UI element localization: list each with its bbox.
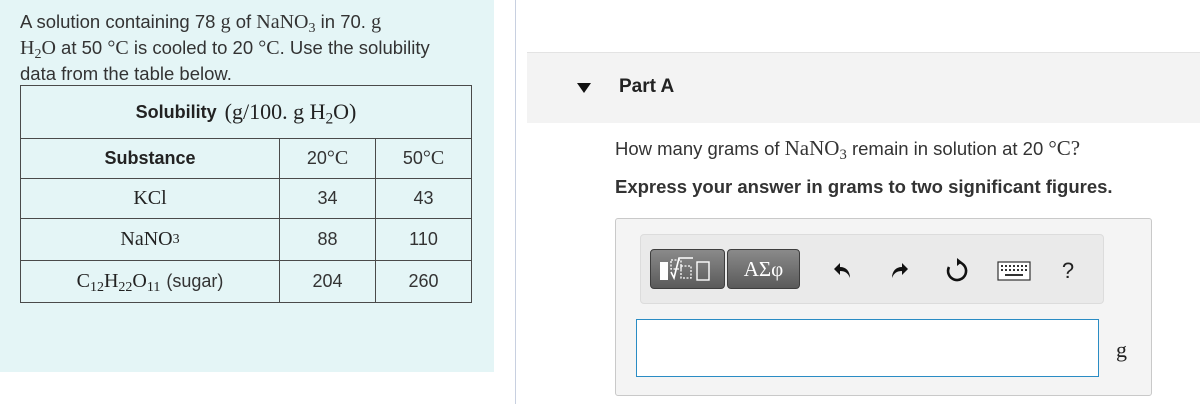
solubility-table [20,85,472,303]
header-temp-number: 20 [306,148,327,168]
problem-statement [20,9,440,86]
redo-arrow-icon[interactable] [887,257,915,285]
question-text [615,136,1081,164]
symbols-button[interactable]: ΑΣφ [727,249,800,289]
reset-icon[interactable] [943,257,971,285]
part-header[interactable] [527,52,1200,123]
keyboard-icon[interactable] [997,257,1031,285]
sugar-formula [77,270,161,293]
unit-text: (g/100. g H [224,99,326,124]
question-formula [784,136,847,164]
header-substance: Substance [104,148,196,168]
formula-text: NaNO [120,228,173,250]
formula-subscript: 22 [118,279,133,295]
formula-text: O [41,37,56,59]
problem-unit: °C [258,37,280,59]
problem-formula [20,37,56,62]
header-20c [279,139,375,178]
table-title-text: Solubility [135,101,217,122]
formula-text: O [132,270,147,292]
table-row [21,260,471,302]
question-text-part: ? [1070,136,1081,160]
answer-instruction: Express your answer in grams to two significant figures. [615,176,1113,197]
value-20c: 88 [279,219,375,260]
substance-cell [21,261,279,302]
problem-unit: °C [107,37,129,59]
problem-formula [256,11,316,36]
question-text-part: remain in solution at 20 [846,138,1049,159]
header-temp-unit: °C [326,147,349,169]
question-unit: °C [1048,136,1071,160]
help-icon[interactable]: ? [1061,258,1075,283]
part-title: Part A [619,76,675,97]
column-divider [515,0,516,404]
formula-text: H [103,270,119,292]
substance-cell: NaNO 3 [120,228,180,250]
substance-note: (sugar) [166,271,224,291]
unit-text: O) [333,99,357,124]
problem-unit: g [371,11,382,33]
math-toolbar [640,234,1104,304]
templates-button[interactable] [650,249,725,289]
problem-text-part: is cooled to 20 [128,37,259,58]
formula-text: NaNO [784,136,840,160]
formula-subscript: 2 [34,46,42,62]
formula-text: H [20,37,35,59]
problem-unit: g [220,11,231,33]
templates-icon [657,255,719,283]
formula-text: NaNO [256,11,309,33]
formula-subscript: 3 [839,147,847,164]
formula-subscript: 12 [89,279,104,295]
value-50c: 110 [375,219,471,260]
formula-subscript: 3 [308,20,316,36]
table-title [21,86,471,138]
header-temp-unit: °C [422,147,445,169]
table-row [21,218,471,260]
header-50c [375,139,471,178]
table-title-unit [224,99,357,128]
undo-arrow-icon[interactable] [827,257,855,285]
problem-text-part: in 70. [315,11,372,32]
value-20c: 34 [279,179,375,218]
collapse-triangle-icon[interactable] [577,83,591,93]
formula-subscript: 11 [146,279,161,295]
formula-text: C [76,270,90,292]
answer-input[interactable] [636,319,1099,377]
answer-unit-label: g [1116,337,1127,362]
problem-text-part: at 50 [55,37,108,58]
problem-text-part: . Use the solubility data from the table below. [20,37,430,84]
table-header-row [21,138,471,178]
problem-text-part: of [230,11,257,32]
problem-panel [0,0,494,372]
table-row [21,178,471,218]
header-temp-number: 50 [402,148,423,168]
problem-text-part: A solution containing 78 [20,11,221,32]
answer-widget [615,218,1152,396]
value-50c: 260 [375,261,471,302]
substance-cell: KCl [133,187,167,209]
value-20c: 204 [279,261,375,302]
unit-subscript: 2 [325,110,334,128]
question-text-part: How many grams of [615,138,785,159]
value-50c: 43 [375,179,471,218]
